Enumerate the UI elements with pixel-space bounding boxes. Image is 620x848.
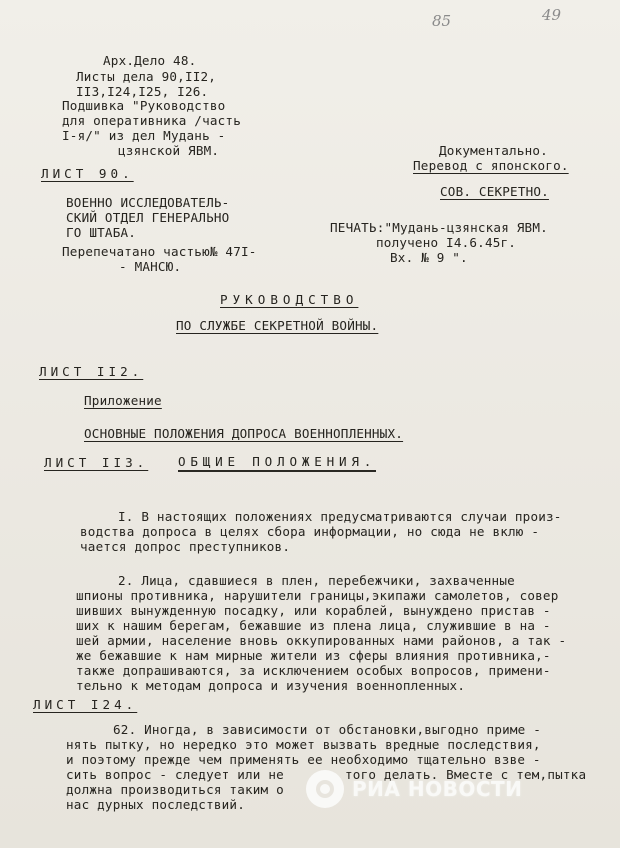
sheet-113-label: ЛИСТ II3. — [44, 455, 149, 470]
general-provisions-heading: ОБЩИЕ ПОЛОЖЕНИЯ. — [178, 454, 376, 472]
ria-novosti-logo-icon — [306, 770, 344, 808]
reprint-note: Перепечатано частью№ 47I- — [62, 244, 257, 259]
appendix-label: Приложение — [84, 393, 162, 408]
archive-page-number-left: 85 — [432, 12, 452, 30]
department-line: СКИЙ ОТДЕЛ ГЕНЕРАЛЬНО — [66, 210, 230, 225]
stamp-line: ПЕЧАТЬ:"Мудань-цзянская ЯВМ. — [330, 220, 548, 235]
paragraph-line: тельно к методам допроса и изучения военнопленных. — [76, 678, 466, 693]
paragraph-line: водства допроса в целях сбора информации, но сюда не вклю - — [80, 524, 540, 539]
archive-line: Листы дела 90,II2, — [76, 69, 217, 84]
document-title: РУКОВОДСТВО — [220, 292, 359, 307]
paragraph-line: шпионы противника, нарушители границы,экипажи самолетов, совер — [76, 588, 559, 603]
reprint-note: - МАНСЮ. — [119, 259, 182, 274]
paragraph-line: должна производиться таким о — [66, 782, 284, 797]
stamp-line: получено I4.6.45г. — [376, 235, 517, 250]
paragraph-line: 2. Лица, сдавшиеся в плен, перебежчики, захваченные — [118, 573, 515, 588]
archive-line: Подшивка "Руководство — [62, 98, 226, 113]
paragraph-line: же бежавшие к нам мирные жители из сферы влияния противника,- — [76, 648, 551, 663]
classification-mark: СОВ. СЕКРЕТНО. — [440, 184, 549, 199]
paragraph-line: нас дурных последствий. — [66, 797, 245, 812]
department-line: ВОЕННО ИССЛЕДОВАТЕЛЬ- — [66, 195, 230, 210]
documentary-note: Документально. — [439, 143, 548, 158]
paragraph-line: нять пытку, но нередко это может вызвать вредные последствия, — [66, 737, 541, 752]
archive-line: цзянской ЯВМ. — [118, 143, 220, 158]
paragraph-line: 62. Иногда, в зависимости от обстановки,выгодно приме - — [113, 722, 542, 737]
archive-line: I-я/" из дел Мудань - — [62, 128, 226, 143]
sheet-90-label: ЛИСТ 90. — [41, 166, 134, 181]
paragraph-line: того делать. Вместе с тем,пытка — [345, 767, 587, 782]
department-line: ГО ШТАБА. — [66, 225, 137, 240]
paragraph-line: шивших вынужденную посадку, или кораблей, вынуждено пристав - — [76, 603, 551, 618]
archive-line: для оперативника /часть — [62, 113, 241, 128]
paragraph-line: I. В настоящих положениях предусматриваются случаи произ- — [118, 509, 562, 524]
archive-line: II3,I24,I25, I26. — [76, 84, 209, 99]
paragraph-line: ших к нашим берегам, бежавшие из плена лица, служившие в на - — [76, 618, 551, 633]
paragraph-line: и поэтому прежде чем применять ее необходимо тщательно взве - — [66, 752, 541, 767]
translation-note: Перевод с японского. — [413, 158, 569, 173]
paragraph-line: также допрашиваются, за исключением особых вопросов, примени- — [76, 663, 551, 678]
archive-page-number-right: 49 — [542, 6, 562, 24]
watermark-text: РИА НОВОСТИ — [352, 777, 523, 801]
paragraph-line: шей армии, население вновь оккупированных нами районов, а так - — [76, 633, 567, 648]
paragraph-line: чается допрос преступников. — [80, 539, 291, 554]
sheet-112-label: ЛИСТ II2. — [39, 364, 144, 379]
basic-provisions-heading: ОСНОВНЫЕ ПОЛОЖЕНИЯ ДОПРОСА ВОЕННОПЛЕННЫХ. — [84, 426, 404, 441]
stamp-line: Вх. № 9 ". — [390, 250, 468, 265]
ria-novosti-watermark — [306, 770, 522, 808]
paragraph-line: сить вопрос - следует или не — [66, 767, 284, 782]
document-subtitle: ПО СЛУЖБЕ СЕКРЕТНОЙ ВОЙНЫ. — [176, 318, 379, 333]
sheet-124-label: ЛИСТ I24. — [33, 697, 138, 712]
archive-line: Арх.Дело 48. — [103, 53, 197, 68]
